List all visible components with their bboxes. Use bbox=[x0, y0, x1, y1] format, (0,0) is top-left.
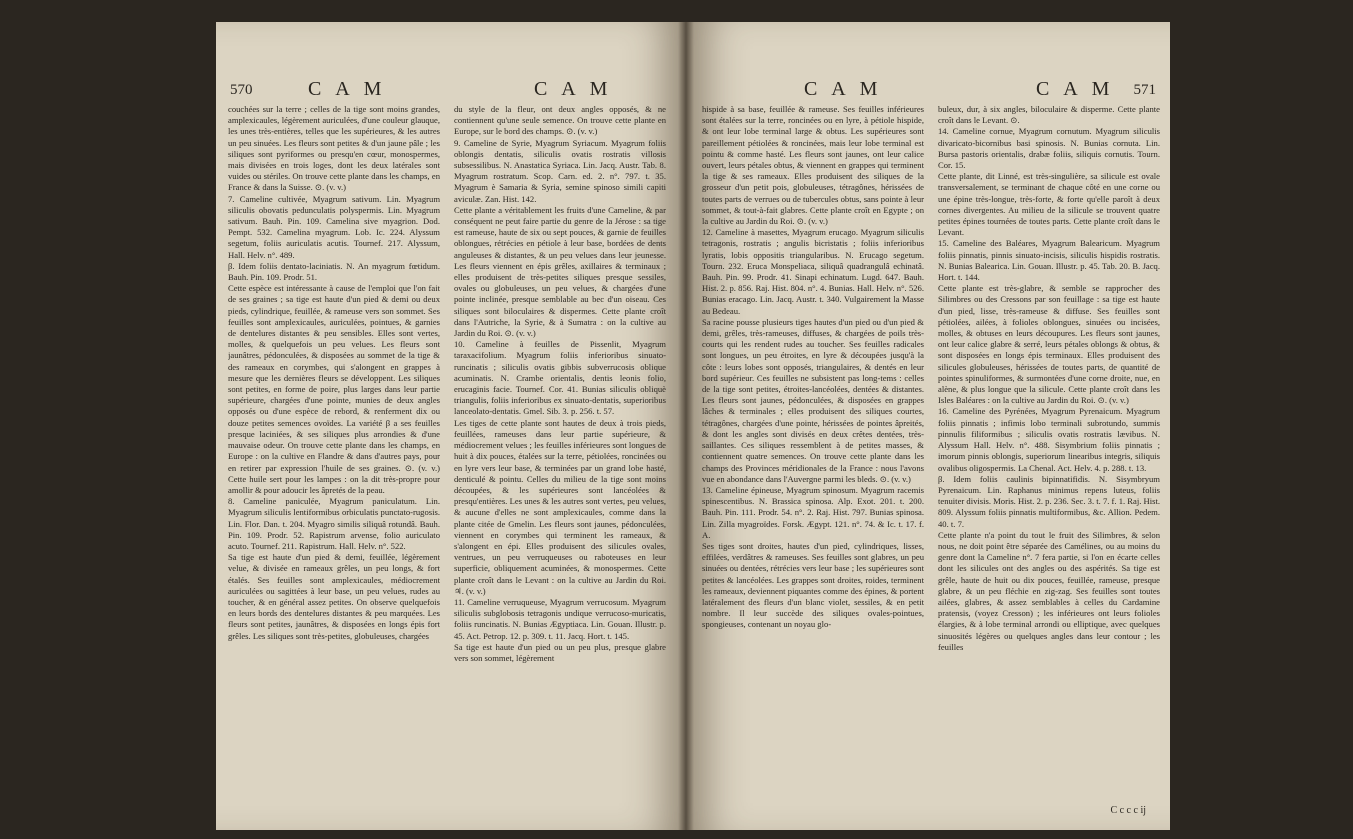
running-head: C A M bbox=[534, 78, 613, 100]
book-gutter bbox=[678, 22, 694, 830]
page-number: 571 bbox=[1133, 82, 1156, 98]
text-column-left: couchées sur la terre ; celles de la tige sont moins grandes, amplexicaules, légèrement auriculées, d'une couleur glauque, les unes très-entières, telles que les supérieures, & les autres un peu sinuées. Les fleurs sont petites & d'un jaune pâle ; les siliques sont pyriformes ou presqu'en cœur, monospermes, mais divisées en trois loges, dont les deux latérales sont vuides ou stériles. On trouve cette plante dans les champs, en France & dans la Suisse. ⊙. (v. v.) 7. Cameline cultivée, Myagrum sativum. Lin. Myagrum siliculis obovatis pedunculatis polyspermis. Lin. Myagrum sativum. Bauh. Pin. 109. Camelina sive myagrion. Dod. Pempt. 532. Camelina myagrum. Lob. Ic. 224. Alyssum segetum, foliis auriculatis acutis. Tournef. 217. Alyssum, Hall. Helv. n°. 489. β. Idem foliis dentato-laciniatis. N. An myagrum fœtidum. Bauh. Pin. 109. Prodr. 51. Cette espèce est intéressante à cause de l'emploi que l'on fait de ses graines ; sa tige est haute d'un pied & demi ou deux pieds, cylindrique, feuillée, & rameuse vers son sommet. Ses feuilles sont amplexicaules, auriculées, pointues, & garnies de dentelures distantes & peu sensibles. Elles sont vertes, molles, & quelquefois un peu velues. Les fleurs sont jaunâtres, pédonculées, & disposées au sommet de la tige & des rameaux en corymbes, qui s'alongent en grappes à mesure que les dernières fleurs se développent. Les siliques sont petites, en forme de poire, plus larges dans leur partie supérieure, chargées d'une pointe, munies de deux angles opposés ou d'une espèce de rebord, & renferment dix ou douze petites semences ovoïdes. La variété β a ses feuilles presque laciniées, & ses siliques plus arrondies & d'une mauvaise odeur. On trouve cette plante dans les champs, en Europe : on la cultive en Flandre & dans d'autres pays, pour en retirer par expression l'huile de ses graines. ⊙. (v. v.) Cette huile sert pour les lampes : on la dit très-propre pour amollir & pour adoucir les âpretés de la peau. 8. Cameline paniculée, Myagrum paniculatum. Lin. Myagrum siliculis lentiformibus orbiculatis punctato-rugosis. Lin. Flor. Dan. t. 204. Myagro similis siliquâ rotundâ. Bauh. Pin. 109. Prodr. 52. Rapistrum arvense, folio auriculato acuto. Tournef. 211. Rapistrum. Hall. Helv. n°. 522. Sa tige est haute d'un pied & demi, feuillée, légèrement velue, & divisée en rameaux grêles, un peu longs, & fort étalés. Ses feuilles sont amplexicaules, médiocrement auriculées ou sagittées à leur base, un peu velues, rudes au toucher, & en général assez petites. On observe quelquefois en leurs bords des dentelures distantes & peu marquées. Les fleurs sont petites, jaunâtres, & disposées en longs épis fort grêles. Les siliques sont très-petites, globuleuses, chargées bbox=[228, 104, 440, 641]
running-head: C A M bbox=[308, 78, 387, 100]
text-column-right: du style de la fleur, ont deux angles opposés, & ne contiennent qu'une seule semence. On trouve cette plante en Europe, sur le bord des champs. ⊙. (v. v.) 9. Cameline de Syrie, Myagrum Syriacum. Myagrum foliis oblongis dentatis, siliculis ovatis rostratis villosis subsessilibus. N. Anastatica Syriaca. Lin. Jacq. Austr. Tab. 8. Myagrum rostratum. Scop. Carn. ed. 2. n°. 797. t. 35. Myagrum è Samaria & Syria, semine spinoso simili capiti aviculæ. Zan. Hist. 142. Cette plante a véritablement les fruits d'une Cameline, & par conséquent ne peut faire partie du genre de la Jérose : sa tige est rameuse, haute de six ou sept pouces, & garnie de feuilles oblongues, rétrécies en pétiole à leur base, bordées de dents anguleuses & distantes, & un peu velues dans leur jeunesse. Les fleurs viennent en épis grêles, axillaires & terminaux ; elles produisent de très-petites siliques presque sessiles, ovales ou globuleuses, un peu velues, & chargées d'une pointe inclinée, presque semblable au bec d'un oiseau. Ces siliques sont biloculaires & dispermes. Cette plante croît dans l'Autriche, la Syrie, & à Sumatra : on la cultive au Jardin du Roi. ⊙. (v. v.) 10. Cameline à feuilles de Pissenlit, Myagrum taraxacifolium. Myagrum foliis inferioribus sinuato-runcinatis ; siliculis ovatis gibbis subverrucosis oblique acuminatis. N. Crambe orientalis, dentis leonis folio, erucaginis facie. Tournef. Cor. 41. Bunias siliculis obliquè triangulis, foliis inferioribus ex sinuato-dentatis, superioribus lanceolato-dentatis. Gmel. Sib. 3. p. 256. t. 57. Les tiges de cette plante sont hautes de deux à trois pieds, feuillées, rameuses dans leur partie supérieure, & médiocrement velues ; les feuilles inférieures sont longues de huit à dix pouces, étalées sur la terre, pétiolées, roncinées ou en lyre vers leur base, & terminées par un grand lobe hasté, denticulé & pointu. Celles du milieu de la tige sont moins découpées, & les supérieures sont lancéolées & presqu'entières. Les unes & les autres sont vertes, peu velues, & aucune d'elles ne sont amplexicaules, comme dans la plante citée de Gmelin. Les fleurs sont jaunes, pédonculées, viennent en corymbes qui terminent les rameaux, & s'alongent en épi. Elles produisent des silicules ovales, ventrues, un peu verruqueuses ou raboteuses en leur superficie, obliquement acuminées, & monospermes. Cette plante croît dans le Levant : on la cultive au Jardin du Roi. ♃. (v. v.) 11. Cameline verruqueuse, Myagrum verrucosum. Myagrum siliculis subglobosis tetragonis undique verrucoso-muricatis, foliis runcinatis. N. Bunias Ægyptiaca. Lin. Gouan. Illustr. p. 45. Act. Petrop. 12. p. 309. t. 11. Jacq. Hort. t. 145. Sa tige est haute d'un pied ou un peu plus, presque glabre vers son sommet, légèrement bbox=[454, 104, 666, 663]
running-head: C A M bbox=[1036, 78, 1115, 100]
left-page bbox=[216, 22, 686, 830]
right-page bbox=[686, 22, 1170, 830]
signature-mark: C c c c ij bbox=[1110, 805, 1146, 816]
text-column-left: hispide à sa base, feuillée & rameuse. Ses feuilles inférieures sont étalées sur la terre, roncinées ou en lyre, à pétiole hispide, & ont leur lobe terminal large & obtus. Les supérieures sont pareillement pétiolées & roncinées, mais leur lobe terminal est pointu & comme hasté. Les fleurs sont jaunes, ont leur calice ouvert, leurs pétales obtus, & viennent en grappes qui terminent la tige & ses rameaux. Elles produisent des siliques de la grosseur d'un petit pois, globuleuses, tétragônes, hérissées de toutes parts de verrues ou de tubercules obtus, sans pointe à leur sommet, & tout-à-fait glabres. Cette plante croît en Egypte ; on la cultive au Jardin du Roi. ⊙. (v. v.) 12. Cameline à masettes, Myagrum erucago. Myagrum siliculis tetragonis, rostratis ; angulis bicristatis ; foliis inferioribus lyratis, lobis oppositis triangularibus. N. Erucago segetum. Tourn. 232. Eruca Monspeliaca, siliquâ quadrangulâ echinatâ. Bauh. Pin. 99. Prodr. 41. Sinapi echinatum. Lugd. 647. Bauh. Hist. 2. p. 856. Raj. Hist. 804. n°. 4. Bunias. Hall. Helv. n°. 526. Bunias eracago. Lin. Jacq. Austr. t. 340. Vulgairement la Masse au Bedeau. Sa racine pousse plusieurs tiges hautes d'un pied ou d'un pied & demi, grêles, très-rameuses, diffuses, & chargées de poils très-courts qui les rendent rudes au toucher. Ses feuilles radicales sont longues, un peu étroites, en lyre & découpées jusqu'à la côte : leurs lobes sont opposés, triangulaires, & dentés en leur bord supérieur. Ces feuilles ne subsistent pas long-tems : celles de la tige sont petites, étroites-lancéolées, dentées & distantes. Les fleurs sont jaunes, pédonculées, & disposées en grappes lâches & terminales ; elles produisent des siliques courtes, tétragônes, chargées d'une pointe, hérissées de pointes âpreités, & dont les angles sont divisés en deux crêtes dentées, très-saillantes. Ces siliques ressemblent à de petites masses, & contiennent quatre semences. On trouve cette plante dans les champs des Provinces méridionales de la France : nous l'avons vue en abondance dans l'Auvergne parmi les bleds. ⊙. (v. v.) 13. Cameline épineuse, Myagrum spinosum. Myagrum racemis spinescentibus. N. Brassica spinosa. Alp. Exot. 201. t. 200. Bauh. Pin. 111. Prodr. 54. n°. 2. Raj. Hist. 797. Bunias spinosa. Lin. Zilla myagroïdes. Forsk. Ægypt. 121. n°. 74. & Ic. t. 17. f. A. Ses tiges sont droites, hautes d'un pied, cylindriques, lisses, effilées, verdâtres & rameuses. Ses feuilles sont glabres, un peu sinuées ou dentées, rétrécies vers leur base ; les supérieures sont petites & lancéolées. Les grappes sont droites, roides, terminent les rameaux, deviennent piquantes comme des épines, & portent latéralement des fleurs d'un blanc violet, sessiles, & en petit nombre. Il leur succède des siliques ovales-pointues, spongieuses, contenant un noyau glo- bbox=[702, 104, 924, 630]
running-head: C A M bbox=[804, 78, 883, 100]
text-column-right: buleux, dur, à six angles, biloculaire & disperme. Cette plante croît dans le Levant. ⊙. 14. Cameline cornue, Myagrum cornutum. Myagrum siliculis divaricato-bicornibus basi spinosis. N. Bunias cornuta. Lin. Bursa pastoris orientalis, drabæ foliis, siliquis cornutis. Tourn. Cor. 15. Cette plante, dit Linné, est très-singulière, sa silicule est ovale transversalement, se terminant de chaque côté en une corne ou une épine très-longue, très-forte, & forte qu'elle paroît à deux cornes divergentes. Au milieu de la silicule se trouvent quatre petites épines tournées de toutes parts. Cette plante croît dans le Levant. 15. Cameline des Baléares, Myagrum Balearicum. Myagrum foliis pinnatis, pinnis sinuato-incisis, siliculis hispidis rostratis. N. Bunias Balearica. Lin. Gouan. Illustr. p. 45. Tab. 20. B. Jacq. Hort. t. 144. Cette plante est très-glabre, & semble se rapprocher des Silimbres ou des Cressons par son feuillage : sa tige est haute d'un pied, lisse, très-rameuse & diffuse. Ses feuilles sont pétiolées, ailées, à folioles oblongues, sinuées ou incisées, molles, & obtuses en leurs découpures. Les fleurs sont jaunes, ont leur calice glabre & serré, leurs pétales oblongs & obtus, & sont disposées en longs épis terminaux. Elles produisent des silicules globuleuses, hérissées de toutes parts, de quantité de pointes spinuliformes, & surmontées d'une corne droite, nue, en alène, & plus longue que la silicule. Cette plante croît dans les Isles Baléares : on la cultive au Jardin du Roi. ⊙. (v. v.) 16. Cameline des Pyrénées, Myagrum Pyrenaicum. Myagrum foliis pinnatis ; infimis lobo terminali subrotundo, summis pinnulis filiformibus ; siliculis ovatis rostratis lævibus. N. Alyssum Hall. Helv. n°. 488. Sisymbrium foliis pinnatis ; imorum pinnis oblongis, superiorum linearibus integris, siliquis ovalibus oligospermis. La Chenal. Act. Helv. 4. p. 288. t. 13. β. Idem foliis caulinis bipinnatifidis. N. Sisymbryum Pyrenaicum. Lin. Raphanus minimus repens luteus, foliis tenuiter divisis. Moris. Hist. 2. p. 236. Sec. 3. t. 7. f. 1. Raj. Hist. 809. Alyssum foliis pinnatis multiformibus, &c. Allion. Pedem. 40. t. 7. Cette plante n'a point du tout le fruit des Silimbres, & selon nous, ne doit point être séparée des Camélines, ou au moins du genre dont la Cameline n°. 7 fera partie, si l'on en écarte celles dont les silicules ont des angles ou des aspérités. Sa tige est grêle, haute de huit ou dix pouces, feuillée, rameuse, presque glabre, & un peu fléchie en zig-zag. Ses feuilles sont toutes ailées, glabres, & assez semblables à celles du Cardamine pratensis, (voyez Cresson) ; les inférieures ont leurs folioles élargies, & à lobe terminal arrondi ou elliptique, avec quelques sinuosités légères ou quelques angles dans leur contour ; les feuilles bbox=[938, 104, 1160, 652]
page-number: 570 bbox=[230, 82, 253, 98]
